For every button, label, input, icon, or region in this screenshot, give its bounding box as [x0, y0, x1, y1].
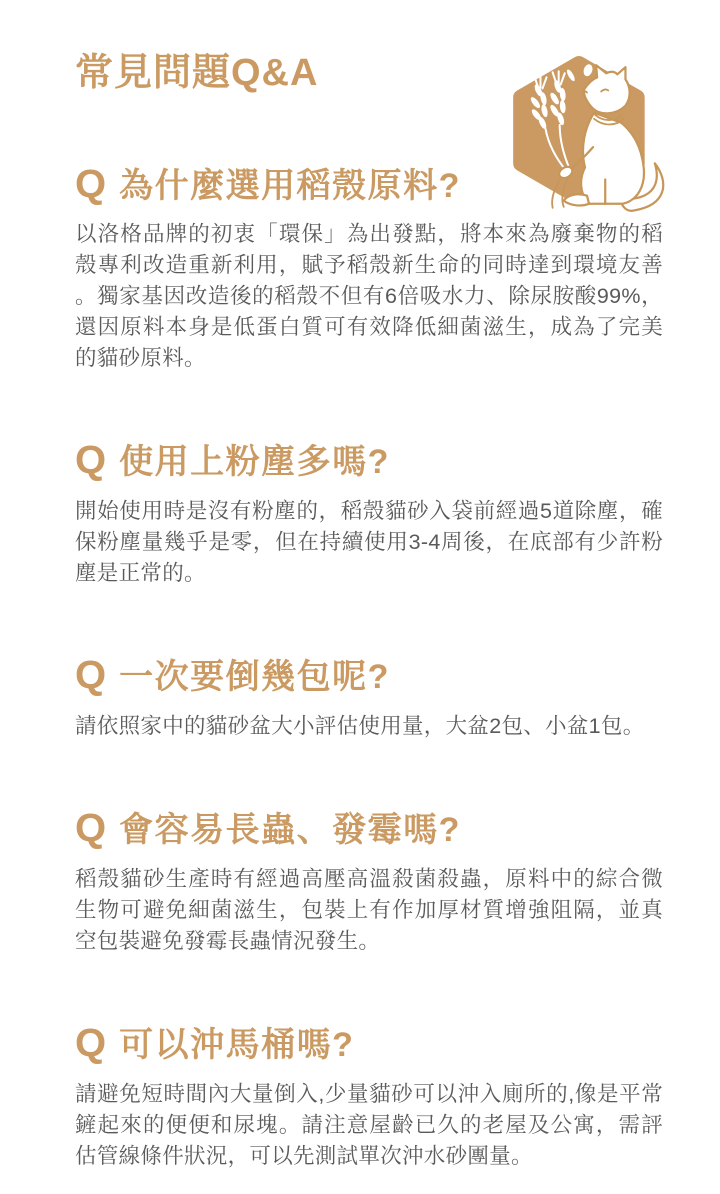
- question-row: [75, 808, 658, 851]
- qa-item-4: [75, 806, 663, 957]
- question-text: 使用上粉塵多嗎?: [119, 443, 390, 482]
- question-row: [75, 440, 658, 483]
- qa-item-3: [75, 655, 658, 742]
- qa-item-2: [75, 438, 663, 589]
- page-title: 常見問題Q&A: [75, 52, 319, 94]
- q-marker: Q: [75, 806, 107, 851]
- answer-text: 開始使用時是沒有粉塵的，稻殼貓砂入袋前經過5道除塵，確保粉塵量幾乎是零，但在持續使用3-4周後，在底部有少許粉塵是正常的。: [75, 499, 663, 586]
- answer-text: 稻殼貓砂生產時有經過高壓高溫殺菌殺蟲，原料中的綜合微生物可避免細菌滋生，包裝上有作加厚材質增強阻隔，並真空包裝避免發霉長蟲情況發生。: [75, 866, 663, 953]
- answer-text: 以洛格品牌的初衷「環保」為出發點，將本來為廢棄物的稻殼專利改造重新利用，賦予稻殼新生命的同時達到環境友善。獨家基因改造後的稻殼不但有6倍吸水力、除尿胺酸99%，還因原料本身是低蛋白質可有效降低細菌滋生，成為了完美的貓砂原料。: [75, 222, 663, 371]
- question-text: 可以沖馬桶嗎?: [119, 1025, 355, 1064]
- question-text: 一次要倒幾包呢?: [119, 658, 390, 697]
- question-row: [75, 1020, 658, 1066]
- q-marker: Q: [75, 438, 107, 483]
- question-row: [75, 655, 658, 698]
- question-text: 為什麼選用稻殼原料?: [119, 166, 461, 205]
- answer-text: 請依照家中的貓砂盆大小評估使用量，大盆2包、小盆1包。: [75, 714, 645, 739]
- cat-rice-badge-svg: [500, 48, 672, 224]
- answer-text: 請避免短時間內大量倒入,少量貓砂可以沖入廁所的,像是平常鏟起來的便便和尿塊。請注意屋齡已久的老屋及公寓，需評估管線條件狀況，可以先測試單次沖水砂團量。: [75, 1081, 663, 1168]
- q-marker: Q: [75, 1020, 107, 1065]
- cat-rice-badge-icon: [500, 48, 672, 224]
- q-marker: Q: [75, 653, 107, 698]
- q-marker: Q: [75, 161, 107, 206]
- qa-item-5: [75, 1020, 663, 1172]
- question-text: 會容易長蟲、發霉嗎?: [119, 811, 461, 850]
